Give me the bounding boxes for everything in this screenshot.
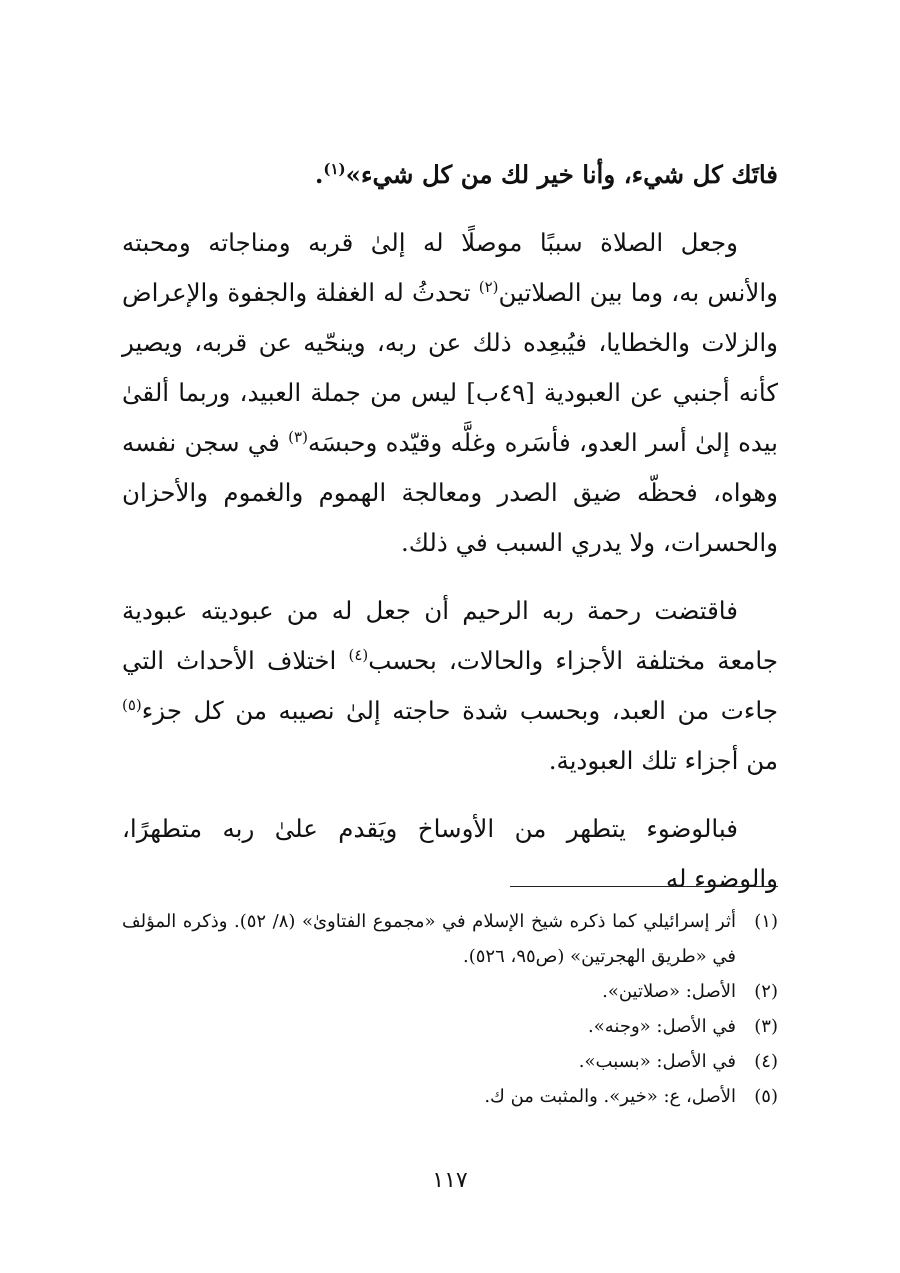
footnote-5: [122, 1079, 778, 1114]
paragraph-4: [122, 804, 778, 904]
footnote-2: [122, 974, 778, 1009]
footnote-4: [122, 1044, 778, 1079]
main-text: [122, 150, 778, 904]
paragraph-1: [122, 150, 778, 200]
footnote-number: (٢): [754, 981, 778, 1002]
footnote-marker-2: (٢): [478, 277, 499, 296]
text-segment: اختلاف الأحداث التي جاءت من العبد، وبحسب شدة حاجته إلىٰ نصيبه من كل جزء: [122, 646, 778, 725]
footnote-1: [122, 904, 778, 974]
footnote-marker-3: (٣): [288, 427, 308, 446]
footnote-marker-5: (٥): [122, 695, 142, 714]
text-segment: من أجزاء تلك العبودية.: [548, 746, 778, 775]
page-number: ١١٧: [432, 1168, 468, 1193]
footnote-3: [122, 1009, 778, 1044]
footnote-text: الأصل، ع: «خير». والمثبت من ك.: [484, 1086, 736, 1107]
footnote-marker-4: (٤): [348, 645, 369, 664]
footnote-number: (٤): [754, 1051, 778, 1072]
text-segment: فاقتضت رحمة ربه الرحيم أن جعل له من عبوديته عبودية جامعة مختلفة الأجزاء والحالات، بحسب: [122, 596, 778, 675]
footnote-text: في الأصل: «وجنه».: [588, 1016, 736, 1037]
paragraph-3: [122, 586, 778, 786]
text-segment: تحدثُ له الغفلة والجفوة والإعراض والزلات والخطايا، فيُبعِده ذلك عن ربه، وينحّيه عن قربه، ويصير كأنه أجنبي عن العبودية [٤٩ب] ليس من جملة العبيد، وربما ألقىٰ بيده إلىٰ أسر العدو، فأسَره وغلَّه وقيّده وحبسَه: [122, 278, 778, 457]
footnote-number: (٣): [754, 1016, 778, 1037]
text-segment: فاتَك كل شيء، وأنا خير لك من كل شيء»: [345, 160, 778, 189]
footnotes: [122, 904, 778, 1114]
footnote-text: الأصل: «صلاتين».: [602, 981, 736, 1002]
footnote-text: في الأصل: «بسبب».: [578, 1051, 736, 1072]
footnote-separator: [510, 886, 778, 887]
footnote-marker-1: (١): [323, 159, 346, 178]
text-segment: في سجن نفسه وهواه، فحظّه ضيق الصدر ومعالجة الهموم والغموم والأحزان والحسرات، ولا يدري السبب في ذلك.: [122, 428, 778, 557]
text-segment: .: [314, 160, 324, 189]
text-segment: فبالوضوء يتطهر من الأوساخ ويَقدم علىٰ ربه متطهرًا، والوضوء له: [122, 814, 778, 893]
footnote-number: (٥): [754, 1086, 778, 1107]
text-segment: وجعل الصلاة سببًا موصلًا له إلىٰ قربه ومناجاته ومحبته والأنس به، وما بين الصلاتين: [122, 228, 778, 307]
footnote-number: (١): [754, 911, 778, 932]
footnote-text: أثر إسرائيلي كما ذكره شيخ الإسلام في «مجموع الفتاوىٰ» (٨/ ٥٢). وذكره المؤلف في «طريق الهجرتين» (ص٩٥، ٥٢٦).: [122, 911, 736, 967]
paragraph-2: [122, 218, 778, 568]
